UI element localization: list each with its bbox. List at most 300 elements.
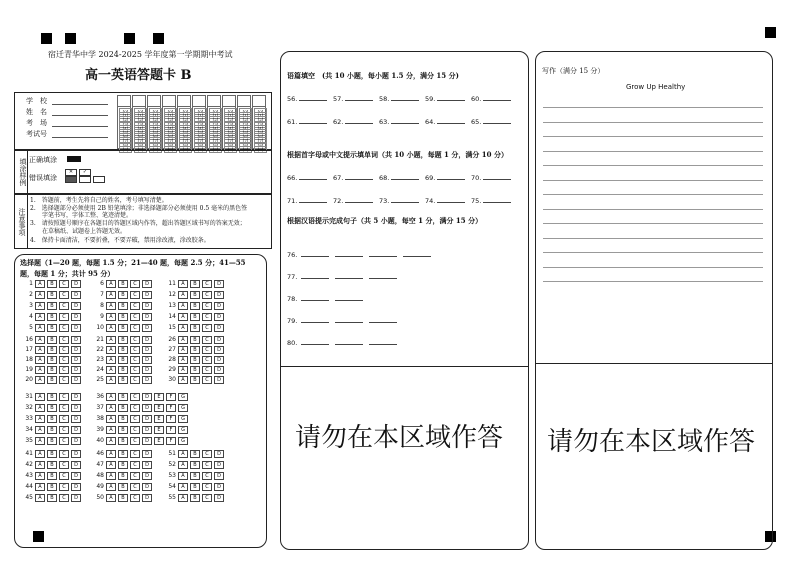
id-digit-bubble[interactable]: [5] (119, 129, 132, 136)
answer-bubble[interactable]: C (59, 483, 69, 491)
answer-bubble[interactable]: A (106, 302, 116, 310)
answer-bubble[interactable]: A (35, 291, 45, 299)
writing-line[interactable] (543, 238, 763, 239)
answer-bubble[interactable]: C (202, 291, 212, 299)
id-digit-bubble[interactable]: [4] (164, 125, 177, 132)
writing-line[interactable] (543, 180, 763, 181)
answer-bubble[interactable]: D (142, 494, 152, 502)
id-digit-bubble[interactable]: [5] (179, 129, 192, 136)
answer-bubble[interactable]: B (47, 291, 57, 299)
id-digit-bubble[interactable]: [6] (179, 133, 192, 140)
answer-bubble[interactable]: C (130, 472, 140, 480)
answer-bubble[interactable]: C (130, 280, 140, 288)
answer-blank[interactable] (483, 173, 511, 180)
id-digit-bubble[interactable]: [7] (179, 137, 192, 144)
answer-bubble[interactable]: E (154, 426, 164, 434)
answer-bubble[interactable]: A (106, 291, 116, 299)
writing-line[interactable] (543, 252, 763, 253)
answer-bubble[interactable]: C (59, 494, 69, 502)
answer-blank[interactable] (391, 196, 419, 203)
id-digit-bubble[interactable]: [7] (209, 137, 222, 144)
answer-bubble[interactable]: C (59, 437, 69, 445)
id-digit-bubble[interactable]: [1] (209, 112, 222, 119)
id-digit-bubble[interactable]: [4] (209, 125, 222, 132)
id-digit-bubble[interactable]: [1] (224, 112, 237, 119)
id-digit-bubble[interactable]: [9] (179, 146, 192, 153)
answer-bubble[interactable]: A (178, 313, 188, 321)
answer-bubble[interactable]: A (106, 393, 116, 401)
id-digit-column[interactable] (192, 95, 206, 152)
id-digit-bubble[interactable]: [1] (239, 112, 252, 119)
id-digit-bubble[interactable]: [8] (149, 142, 162, 149)
id-digit-bubble[interactable]: [7] (164, 137, 177, 144)
answer-bubble[interactable]: A (35, 324, 45, 332)
id-digit-bubble[interactable]: [2] (164, 116, 177, 123)
answer-bubble[interactable]: B (118, 450, 128, 458)
answer-bubble[interactable]: A (35, 376, 45, 384)
id-digit-bubble[interactable]: [8] (239, 142, 252, 149)
answer-bubble[interactable]: B (118, 426, 128, 434)
id-digit-bubble[interactable]: [6] (194, 133, 207, 140)
id-digit-bubble[interactable]: [6] (224, 133, 237, 140)
answer-bubble[interactable]: D (214, 356, 224, 364)
id-digit-bubble[interactable]: [9] (254, 146, 267, 153)
id-digit-bubble[interactable]: [3] (239, 121, 252, 128)
writing-line[interactable] (543, 209, 763, 210)
id-digit-bubble[interactable]: [9] (194, 146, 207, 153)
answer-bubble[interactable]: A (35, 313, 45, 321)
answer-bubble[interactable]: D (142, 404, 152, 412)
id-digit-column[interactable] (162, 95, 176, 152)
answer-blank[interactable] (299, 94, 327, 101)
id-digit-bubble[interactable]: [2] (254, 116, 267, 123)
writing-line[interactable] (543, 194, 763, 195)
id-digit-bubble[interactable]: [4] (194, 125, 207, 132)
answer-blank[interactable] (437, 173, 465, 180)
answer-bubble[interactable]: C (59, 393, 69, 401)
answer-blank[interactable] (369, 338, 397, 345)
answer-bubble[interactable]: D (142, 346, 152, 354)
answer-bubble[interactable]: B (47, 336, 57, 344)
answer-bubble[interactable]: A (106, 437, 116, 445)
answer-bubble[interactable]: D (71, 461, 81, 469)
answer-bubble[interactable]: C (130, 324, 140, 332)
id-digit-bubble[interactable]: [2] (149, 116, 162, 123)
answer-bubble[interactable]: B (190, 483, 200, 491)
id-digit-bubble[interactable]: [0] (164, 108, 177, 115)
answer-bubble[interactable]: F (166, 437, 176, 445)
answer-bubble[interactable]: A (178, 483, 188, 491)
id-digit-bubble[interactable]: [4] (149, 125, 162, 132)
id-digit-column[interactable] (117, 95, 131, 152)
id-digit-bubble[interactable]: [9] (134, 146, 147, 153)
answer-bubble[interactable]: B (47, 426, 57, 434)
answer-bubble[interactable]: F (166, 404, 176, 412)
answer-bubble[interactable]: E (154, 415, 164, 423)
answer-bubble[interactable]: C (59, 324, 69, 332)
answer-bubble[interactable]: A (106, 313, 116, 321)
answer-bubble[interactable]: D (214, 302, 224, 310)
answer-bubble[interactable]: D (142, 366, 152, 374)
answer-bubble[interactable]: C (202, 483, 212, 491)
id-digit-bubble[interactable]: [9] (239, 146, 252, 153)
id-write-box[interactable] (133, 96, 145, 107)
id-digit-bubble[interactable]: [6] (239, 133, 252, 140)
answer-bubble[interactable]: A (35, 450, 45, 458)
answer-blank[interactable] (335, 294, 363, 301)
id-digit-bubble[interactable]: [4] (239, 125, 252, 132)
answer-bubble[interactable]: D (71, 291, 81, 299)
id-digit-bubble[interactable]: [3] (149, 121, 162, 128)
id-digit-bubble[interactable]: [2] (179, 116, 192, 123)
id-digit-bubble[interactable]: [8] (224, 142, 237, 149)
answer-blank[interactable] (301, 316, 329, 323)
writing-line[interactable] (543, 151, 763, 152)
answer-bubble[interactable]: D (71, 437, 81, 445)
answer-bubble[interactable]: B (118, 336, 128, 344)
id-digit-bubble[interactable]: [8] (254, 142, 267, 149)
id-write-box[interactable] (163, 96, 175, 107)
answer-bubble[interactable]: C (59, 404, 69, 412)
id-digit-bubble[interactable]: [3] (179, 121, 192, 128)
id-write-box[interactable] (238, 96, 250, 107)
answer-bubble[interactable]: D (142, 280, 152, 288)
id-digit-column[interactable] (252, 95, 266, 152)
answer-bubble[interactable]: C (130, 376, 140, 384)
answer-bubble[interactable]: B (118, 415, 128, 423)
answer-bubble[interactable]: A (35, 280, 45, 288)
answer-bubble[interactable]: B (118, 291, 128, 299)
id-digit-bubble[interactable]: [6] (209, 133, 222, 140)
id-digit-bubble[interactable]: [0] (194, 108, 207, 115)
id-digit-bubble[interactable]: [8] (119, 142, 132, 149)
answer-bubble[interactable]: D (71, 415, 81, 423)
answer-bubble[interactable]: D (214, 336, 224, 344)
answer-bubble[interactable]: E (154, 404, 164, 412)
answer-bubble[interactable]: B (118, 280, 128, 288)
writing-line[interactable] (543, 165, 763, 166)
writing-line[interactable] (543, 223, 763, 224)
writing-line[interactable] (543, 107, 763, 108)
answer-bubble[interactable]: C (130, 426, 140, 434)
id-field[interactable] (52, 137, 108, 138)
id-digit-bubble[interactable]: [4] (179, 125, 192, 132)
id-digit-bubble[interactable]: [7] (149, 137, 162, 144)
answer-bubble[interactable]: B (190, 324, 200, 332)
answer-bubble[interactable]: G (178, 393, 188, 401)
answer-bubble[interactable]: A (35, 437, 45, 445)
answer-bubble[interactable]: B (118, 404, 128, 412)
answer-bubble[interactable]: C (130, 346, 140, 354)
answer-bubble[interactable]: B (118, 356, 128, 364)
answer-bubble[interactable]: C (59, 302, 69, 310)
id-digit-bubble[interactable]: [4] (119, 125, 132, 132)
answer-bubble[interactable]: A (106, 324, 116, 332)
answer-bubble[interactable]: G (178, 426, 188, 434)
answer-bubble[interactable]: C (59, 313, 69, 321)
answer-bubble[interactable]: B (190, 494, 200, 502)
id-digit-column[interactable] (207, 95, 221, 152)
answer-bubble[interactable]: A (35, 336, 45, 344)
answer-bubble[interactable]: D (71, 324, 81, 332)
answer-bubble[interactable]: C (202, 376, 212, 384)
answer-bubble[interactable]: A (178, 356, 188, 364)
answer-bubble[interactable]: A (106, 346, 116, 354)
answer-bubble[interactable]: F (166, 426, 176, 434)
answer-blank[interactable] (335, 338, 363, 345)
answer-blank[interactable] (335, 250, 363, 257)
id-digit-bubble[interactable]: [7] (254, 137, 267, 144)
answer-bubble[interactable]: A (178, 302, 188, 310)
answer-bubble[interactable]: C (59, 415, 69, 423)
answer-bubble[interactable]: F (166, 415, 176, 423)
answer-bubble[interactable]: D (71, 313, 81, 321)
id-digit-bubble[interactable]: [2] (224, 116, 237, 123)
answer-bubble[interactable]: D (71, 376, 81, 384)
answer-bubble[interactable]: A (35, 346, 45, 354)
answer-bubble[interactable]: C (59, 291, 69, 299)
answer-bubble[interactable]: A (106, 415, 116, 423)
answer-bubble[interactable]: E (154, 393, 164, 401)
answer-bubble[interactable]: D (214, 291, 224, 299)
answer-bubble[interactable]: G (178, 415, 188, 423)
answer-bubble[interactable]: D (71, 393, 81, 401)
answer-bubble[interactable]: B (190, 336, 200, 344)
answer-blank[interactable] (391, 173, 419, 180)
answer-bubble[interactable]: C (202, 472, 212, 480)
id-digit-bubble[interactable]: [3] (119, 121, 132, 128)
answer-bubble[interactable]: A (178, 291, 188, 299)
answer-bubble[interactable]: D (214, 280, 224, 288)
answer-blank[interactable] (345, 117, 373, 124)
answer-bubble[interactable]: A (178, 324, 188, 332)
answer-bubble[interactable]: A (35, 415, 45, 423)
id-digit-bubble[interactable]: [5] (164, 129, 177, 136)
answer-bubble[interactable]: C (202, 336, 212, 344)
answer-bubble[interactable]: A (178, 450, 188, 458)
answer-bubble[interactable]: B (190, 346, 200, 354)
id-digit-bubble[interactable]: [5] (194, 129, 207, 136)
answer-bubble[interactable]: D (71, 450, 81, 458)
id-digit-bubble[interactable]: [1] (119, 112, 132, 119)
id-digit-bubble[interactable]: [0] (134, 108, 147, 115)
id-digit-bubble[interactable]: [8] (134, 142, 147, 149)
answer-bubble[interactable]: C (130, 393, 140, 401)
answer-bubble[interactable]: C (202, 346, 212, 354)
answer-bubble[interactable]: D (214, 376, 224, 384)
id-digit-bubble[interactable]: [9] (224, 146, 237, 153)
id-digit-bubble[interactable]: [0] (254, 108, 267, 115)
answer-bubble[interactable]: D (71, 366, 81, 374)
answer-bubble[interactable]: D (142, 437, 152, 445)
answer-bubble[interactable]: A (178, 366, 188, 374)
answer-bubble[interactable]: B (190, 280, 200, 288)
id-digit-bubble[interactable]: [5] (209, 129, 222, 136)
answer-bubble[interactable]: C (130, 336, 140, 344)
id-digit-bubble[interactable]: [5] (134, 129, 147, 136)
answer-bubble[interactable]: D (214, 366, 224, 374)
answer-bubble[interactable]: D (214, 313, 224, 321)
id-digit-bubble[interactable]: [2] (209, 116, 222, 123)
answer-bubble[interactable]: A (178, 336, 188, 344)
id-digit-bubble[interactable]: [8] (179, 142, 192, 149)
answer-bubble[interactable]: A (106, 483, 116, 491)
id-digit-bubble[interactable]: [0] (239, 108, 252, 115)
id-digit-bubble[interactable]: [7] (224, 137, 237, 144)
answer-bubble[interactable]: B (118, 302, 128, 310)
answer-bubble[interactable]: A (35, 483, 45, 491)
answer-bubble[interactable]: D (71, 404, 81, 412)
answer-bubble[interactable]: C (130, 291, 140, 299)
answer-bubble[interactable]: B (118, 313, 128, 321)
id-digit-column[interactable] (222, 95, 236, 152)
answer-blank[interactable] (369, 316, 397, 323)
answer-bubble[interactable]: A (178, 376, 188, 384)
id-digit-bubble[interactable]: [6] (164, 133, 177, 140)
answer-bubble[interactable]: D (71, 346, 81, 354)
answer-bubble[interactable]: C (202, 280, 212, 288)
answer-bubble[interactable]: C (59, 366, 69, 374)
answer-bubble[interactable]: A (35, 494, 45, 502)
id-digit-bubble[interactable]: [5] (149, 129, 162, 136)
answer-bubble[interactable]: B (118, 324, 128, 332)
id-digit-bubble[interactable]: [9] (164, 146, 177, 153)
answer-bubble[interactable]: C (130, 356, 140, 364)
answer-bubble[interactable]: B (47, 437, 57, 445)
id-digit-bubble[interactable]: [1] (254, 112, 267, 119)
id-digit-bubble[interactable]: [5] (239, 129, 252, 136)
answer-bubble[interactable]: B (47, 404, 57, 412)
answer-blank[interactable] (345, 94, 373, 101)
answer-bubble[interactable]: D (142, 472, 152, 480)
answer-bubble[interactable]: D (142, 313, 152, 321)
id-write-box[interactable] (148, 96, 160, 107)
answer-bubble[interactable]: D (214, 450, 224, 458)
answer-bubble[interactable]: C (59, 356, 69, 364)
answer-blank[interactable] (301, 294, 329, 301)
answer-bubble[interactable]: B (190, 313, 200, 321)
answer-bubble[interactable]: B (47, 324, 57, 332)
answer-blank[interactable] (437, 196, 465, 203)
id-digit-bubble[interactable]: [4] (134, 125, 147, 132)
id-digit-bubble[interactable]: [5] (254, 129, 267, 136)
answer-bubble[interactable]: A (35, 472, 45, 480)
answer-bubble[interactable]: G (178, 437, 188, 445)
answer-bubble[interactable]: B (118, 366, 128, 374)
answer-bubble[interactable]: D (142, 461, 152, 469)
answer-bubble[interactable]: C (202, 302, 212, 310)
answer-bubble[interactable]: D (71, 280, 81, 288)
answer-bubble[interactable]: B (190, 376, 200, 384)
answer-bubble[interactable]: A (106, 461, 116, 469)
id-digit-bubble[interactable]: [9] (119, 146, 132, 153)
answer-blank[interactable] (299, 117, 327, 124)
name-field[interactable] (52, 115, 108, 116)
answer-bubble[interactable]: C (59, 336, 69, 344)
id-digit-bubble[interactable]: [3] (254, 121, 267, 128)
answer-bubble[interactable]: C (59, 450, 69, 458)
id-digit-bubble[interactable]: [9] (209, 146, 222, 153)
answer-bubble[interactable]: B (118, 346, 128, 354)
writing-line[interactable] (543, 281, 763, 282)
answer-bubble[interactable]: D (71, 302, 81, 310)
id-digit-bubble[interactable]: [7] (119, 137, 132, 144)
answer-bubble[interactable]: B (47, 356, 57, 364)
id-digit-column[interactable] (177, 95, 191, 152)
answer-bubble[interactable]: D (71, 494, 81, 502)
answer-bubble[interactable]: A (35, 393, 45, 401)
answer-bubble[interactable]: C (59, 376, 69, 384)
answer-blank[interactable] (299, 173, 327, 180)
id-digit-bubble[interactable]: [0] (209, 108, 222, 115)
id-digit-bubble[interactable]: [5] (224, 129, 237, 136)
answer-bubble[interactable]: D (142, 376, 152, 384)
answer-bubble[interactable]: B (47, 461, 57, 469)
answer-bubble[interactable]: A (106, 472, 116, 480)
answer-blank[interactable] (391, 94, 419, 101)
answer-bubble[interactable]: D (71, 356, 81, 364)
answer-bubble[interactable]: C (130, 483, 140, 491)
writing-line[interactable] (543, 122, 763, 123)
answer-bubble[interactable]: A (178, 346, 188, 354)
answer-blank[interactable] (369, 250, 397, 257)
answer-blank[interactable] (483, 117, 511, 124)
answer-bubble[interactable]: C (130, 494, 140, 502)
id-digit-bubble[interactable]: [1] (194, 112, 207, 119)
answer-bubble[interactable]: C (130, 302, 140, 310)
id-digit-bubble[interactable]: [2] (239, 116, 252, 123)
id-write-box[interactable] (178, 96, 190, 107)
answer-bubble[interactable]: A (106, 426, 116, 434)
room-field[interactable] (52, 126, 108, 127)
answer-bubble[interactable]: D (71, 483, 81, 491)
answer-bubble[interactable]: A (178, 472, 188, 480)
answer-bubble[interactable]: A (35, 366, 45, 374)
id-digit-bubble[interactable]: [1] (134, 112, 147, 119)
answer-bubble[interactable]: C (130, 415, 140, 423)
id-digit-bubble[interactable]: [7] (134, 137, 147, 144)
id-write-box[interactable] (118, 96, 130, 107)
answer-bubble[interactable]: G (178, 404, 188, 412)
id-digit-bubble[interactable]: [3] (209, 121, 222, 128)
answer-bubble[interactable]: A (178, 280, 188, 288)
answer-bubble[interactable]: B (47, 483, 57, 491)
id-digit-bubble[interactable]: [1] (149, 112, 162, 119)
answer-bubble[interactable]: C (130, 450, 140, 458)
answer-blank[interactable] (369, 272, 397, 279)
answer-blank[interactable] (299, 196, 327, 203)
answer-blank[interactable] (335, 272, 363, 279)
answer-bubble[interactable]: D (214, 461, 224, 469)
id-write-box[interactable] (193, 96, 205, 107)
answer-blank[interactable] (335, 316, 363, 323)
answer-bubble[interactable]: C (130, 366, 140, 374)
id-write-box[interactable] (208, 96, 220, 107)
id-digit-bubble[interactable]: [8] (194, 142, 207, 149)
answer-bubble[interactable]: A (35, 461, 45, 469)
answer-bubble[interactable]: D (142, 302, 152, 310)
answer-blank[interactable] (483, 196, 511, 203)
answer-bubble[interactable]: C (202, 461, 212, 469)
id-write-box[interactable] (253, 96, 265, 107)
id-digit-bubble[interactable]: [2] (134, 116, 147, 123)
id-digit-bubble[interactable]: [9] (149, 146, 162, 153)
id-digit-column[interactable] (132, 95, 146, 152)
answer-bubble[interactable]: A (35, 426, 45, 434)
answer-blank[interactable] (437, 117, 465, 124)
id-digit-bubble[interactable]: [2] (119, 116, 132, 123)
id-digit-bubble[interactable]: [1] (164, 112, 177, 119)
